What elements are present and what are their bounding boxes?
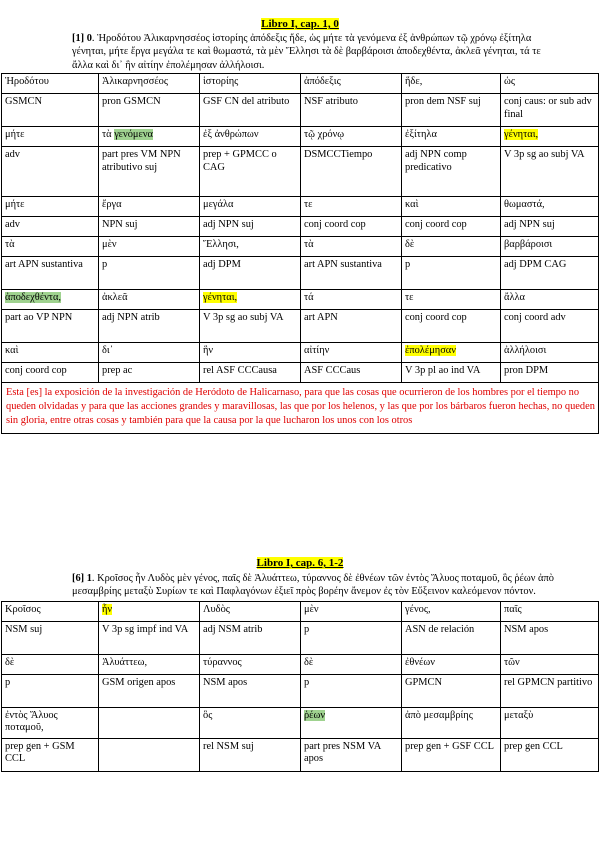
cell-text: adv bbox=[5, 149, 21, 161]
table-cell bbox=[301, 257, 402, 290]
cell-text: Ἕλλησι, bbox=[203, 239, 239, 251]
table-cell bbox=[99, 601, 200, 621]
table-cell bbox=[501, 310, 599, 343]
greek-word-row bbox=[2, 601, 599, 621]
table-cell bbox=[99, 363, 200, 383]
table-cell bbox=[99, 257, 200, 290]
table-cell bbox=[501, 654, 599, 674]
table-cell bbox=[501, 197, 599, 217]
table-cell bbox=[200, 290, 301, 310]
table-cell bbox=[402, 674, 501, 707]
table-cell bbox=[402, 621, 501, 654]
table-cell bbox=[2, 94, 99, 127]
section-title: Libro I, cap. 6, 1-2 bbox=[256, 557, 344, 569]
greek-paragraph bbox=[0, 32, 600, 72]
analysis-row bbox=[2, 94, 599, 127]
cell-text: μὲν bbox=[102, 239, 117, 251]
cell-text: δὲ bbox=[304, 656, 314, 668]
table-cell bbox=[200, 257, 301, 290]
table-cell bbox=[200, 707, 301, 738]
table-cell bbox=[402, 217, 501, 237]
analysis-row bbox=[2, 310, 599, 343]
cell-text: ἥδε, bbox=[405, 76, 423, 88]
cell-text: δὲ bbox=[5, 656, 15, 668]
table-cell bbox=[402, 237, 501, 257]
table-cell bbox=[200, 217, 301, 237]
table-cell bbox=[501, 74, 599, 94]
cell-text: καὶ bbox=[405, 199, 419, 211]
table-cell bbox=[200, 94, 301, 127]
cell-text: GSF CN del atributo bbox=[203, 96, 290, 108]
cell-text: adj DPM CAG bbox=[504, 259, 567, 271]
table-cell bbox=[2, 257, 99, 290]
greek-word-row bbox=[2, 343, 599, 363]
cell-text: ὃς bbox=[203, 709, 213, 721]
translation-row bbox=[2, 383, 599, 434]
cell-text: conj coord cop bbox=[405, 312, 467, 324]
cell-text: δὲ bbox=[405, 239, 415, 251]
cell-text: p bbox=[102, 259, 108, 271]
table-cell bbox=[200, 601, 301, 621]
table-cell bbox=[501, 343, 599, 363]
yellow-highlight: ἦν bbox=[102, 603, 113, 615]
greek-word-row bbox=[2, 654, 599, 674]
cell-text: conj coord adv bbox=[504, 312, 566, 324]
cell-text: τά bbox=[304, 292, 314, 304]
table-cell bbox=[301, 237, 402, 257]
cell-text: τῶν bbox=[504, 656, 520, 668]
cell-text: V 3p sg ao subj VA bbox=[504, 149, 585, 161]
table-cell bbox=[200, 74, 301, 94]
cell-text: μὲν bbox=[304, 603, 319, 615]
table-cell bbox=[402, 654, 501, 674]
cell-text: p bbox=[304, 623, 310, 635]
cell-text: Κροῖσος bbox=[5, 603, 41, 615]
table-cell bbox=[501, 257, 599, 290]
table-cell bbox=[301, 74, 402, 94]
cell-text: ASN de relación bbox=[405, 623, 475, 635]
cell-text: prep gen + GSF CCL bbox=[405, 740, 494, 752]
table-cell bbox=[2, 601, 99, 621]
table-cell bbox=[2, 621, 99, 654]
cell-text: βαρβάροισι bbox=[504, 239, 553, 251]
cell-text: conj coord cop bbox=[5, 365, 67, 377]
cell-text: ἐθνέων bbox=[405, 656, 435, 668]
table-cell bbox=[200, 127, 301, 147]
table-cell bbox=[200, 738, 301, 771]
table-cell bbox=[301, 621, 402, 654]
table-cell bbox=[2, 674, 99, 707]
cell-text: καὶ bbox=[5, 345, 19, 357]
cell-text: αἰτίην bbox=[304, 345, 330, 357]
cell-text: μήτε bbox=[5, 199, 25, 211]
table-cell bbox=[301, 601, 402, 621]
cell-text: part pres NSM VA apos bbox=[304, 740, 381, 765]
table-cell bbox=[501, 290, 599, 310]
cell-text: ASF CCCaus bbox=[304, 365, 361, 377]
table-cell bbox=[200, 621, 301, 654]
cell-text: adj NSM atrib bbox=[203, 623, 263, 635]
cell-text: ἀπὸ μεσαμβρίης bbox=[405, 709, 473, 721]
table-cell bbox=[2, 197, 99, 217]
table-cell bbox=[200, 237, 301, 257]
table-cell bbox=[301, 343, 402, 363]
cell-text: V 3p sg ao subj VA bbox=[203, 312, 284, 324]
table-cell bbox=[99, 74, 200, 94]
cell-text: adj NPN suj bbox=[203, 219, 254, 231]
analysis-row bbox=[2, 363, 599, 383]
cell-text: p bbox=[5, 676, 11, 688]
cell-text: Ἡροδότου bbox=[5, 76, 49, 88]
cell-text: ἐντὸς Ἅλυος ποταμοῦ, bbox=[5, 709, 58, 734]
section-title: Libro I, cap. 1, 0 bbox=[261, 18, 339, 30]
cell-text: p bbox=[405, 259, 411, 271]
cell-text: V 3p sg impf ind VA bbox=[102, 623, 189, 635]
section-2 bbox=[0, 557, 600, 772]
cell-text: NSM apos bbox=[504, 623, 549, 635]
table-cell bbox=[99, 674, 200, 707]
table-cell bbox=[501, 674, 599, 707]
table-cell bbox=[301, 290, 402, 310]
table-cell bbox=[402, 738, 501, 771]
cell-text: ἀπόδεξις bbox=[304, 76, 341, 88]
table-cell bbox=[200, 343, 301, 363]
table-cell bbox=[2, 654, 99, 674]
table-cell bbox=[501, 217, 599, 237]
cell-text: NSM suj bbox=[5, 623, 43, 635]
cell-text: μεγάλα bbox=[203, 199, 234, 211]
cell-text: ἄλλα bbox=[504, 292, 525, 304]
cell-text: GSMCN bbox=[5, 96, 42, 108]
table-cell bbox=[99, 217, 200, 237]
table-cell bbox=[99, 738, 200, 771]
cell-text: DSMCCTiempo bbox=[304, 149, 373, 161]
cell-text: conj coord cop bbox=[405, 219, 467, 231]
table-cell bbox=[2, 363, 99, 383]
cell-text: art APN sustantiva bbox=[304, 259, 382, 271]
table-cell bbox=[301, 217, 402, 237]
table-cell bbox=[301, 310, 402, 343]
table-cell bbox=[2, 147, 99, 197]
table-cell bbox=[402, 310, 501, 343]
table-cell bbox=[501, 237, 599, 257]
table-cell bbox=[99, 621, 200, 654]
cell-text: art APN sustantiva bbox=[5, 259, 83, 271]
greek-paragraph bbox=[0, 572, 600, 599]
table-cell bbox=[99, 237, 200, 257]
yellow-highlight: γένηται, bbox=[203, 292, 238, 304]
table-cell bbox=[99, 707, 200, 738]
analysis-row bbox=[2, 674, 599, 707]
greek-word-row bbox=[2, 127, 599, 147]
analysis-row bbox=[2, 217, 599, 237]
cell-text: pron GSMCN bbox=[102, 96, 161, 108]
green-highlight: ἀποδεχθέντα, bbox=[5, 292, 62, 304]
cell-text: γένος, bbox=[405, 603, 431, 615]
yellow-highlight: ἐπολέμησαν bbox=[405, 345, 456, 357]
cell-text: rel NSM suj bbox=[203, 740, 254, 752]
table-cell bbox=[301, 738, 402, 771]
greek-text: . Ἡροδότου Ἁλικαρνησσέος ἱστορίης ἀπόδεξις ἥδε, ὡς μήτε τὰ γενόμενα ἐξ ἀνθρώπων τῷ χρόνῳ ἐξίτηλα γένηται, μήτε ἔργα μεγάλα τε καὶ θωμαστά, τὰ μὲν Ἕλλησι τὰ δὲ βαρβάροισι ἀποδεχθέντα, ἀκλεᾶ γένηται, τά τε ἄλλα καὶ δι᾽ ἣν αἰτίην ἐπολέμησαν ἀλλήλοισι. bbox=[72, 33, 541, 71]
greek-word-row bbox=[2, 290, 599, 310]
table-cell bbox=[2, 343, 99, 363]
table-cell bbox=[301, 94, 402, 127]
table-cell bbox=[402, 601, 501, 621]
table-cell bbox=[402, 197, 501, 217]
analysis-table bbox=[1, 73, 599, 434]
cell-text: παῖς bbox=[504, 603, 522, 615]
table-cell bbox=[501, 127, 599, 147]
cell-text: ἀλλήλοισι bbox=[504, 345, 547, 357]
yellow-highlight: γένηται, bbox=[504, 129, 539, 141]
table-cell bbox=[2, 237, 99, 257]
table-cell bbox=[402, 290, 501, 310]
table-cell bbox=[402, 257, 501, 290]
table-cell bbox=[99, 290, 200, 310]
table-cell bbox=[99, 343, 200, 363]
table-cell bbox=[402, 707, 501, 738]
cell-text: ἱστορίης bbox=[203, 76, 239, 88]
cell-text: rel GPMCN partitivo bbox=[504, 676, 593, 688]
table-cell bbox=[2, 74, 99, 94]
cell-text: pron DPM bbox=[504, 365, 549, 377]
cell-text: τῷ χρόνῳ bbox=[304, 129, 345, 141]
table-cell bbox=[402, 74, 501, 94]
table-cell bbox=[501, 363, 599, 383]
green-highlight: ῥέων bbox=[304, 709, 326, 721]
cell-text: prep + GPMCC o CAG bbox=[203, 149, 277, 173]
cell-text: τὰ bbox=[102, 129, 115, 141]
analysis-row bbox=[2, 257, 599, 290]
cell-text: p bbox=[304, 676, 310, 688]
table-cell bbox=[99, 94, 200, 127]
cell-text: adj NPN comp predicativo bbox=[405, 149, 467, 173]
table-cell bbox=[99, 147, 200, 197]
cell-text: μεταξὺ bbox=[504, 709, 534, 721]
cell-text: rel ASF CCCausa bbox=[203, 365, 277, 377]
cell-text: GPMCN bbox=[405, 676, 442, 688]
table-cell bbox=[200, 654, 301, 674]
cell-text: ἐξ ἀνθρώπων bbox=[203, 129, 259, 141]
table-cell bbox=[2, 217, 99, 237]
table-cell bbox=[402, 127, 501, 147]
cell-text: ὡς bbox=[504, 76, 515, 88]
table-cell bbox=[99, 197, 200, 217]
table-cell bbox=[501, 707, 599, 738]
table-cell bbox=[2, 290, 99, 310]
cell-text: δι᾽ bbox=[102, 345, 114, 357]
cell-text: part ao VP NPN bbox=[5, 312, 73, 324]
table-cell bbox=[301, 197, 402, 217]
table-cell bbox=[200, 674, 301, 707]
cell-text: Ἁλικαρνησσέος bbox=[102, 76, 168, 88]
table-cell bbox=[99, 310, 200, 343]
cell-text: V 3p pl ao ind VA bbox=[405, 365, 481, 377]
cell-text: GSM origen apos bbox=[102, 676, 176, 688]
cell-text: adj NPN suj bbox=[504, 219, 555, 231]
cell-text: μήτε bbox=[5, 129, 25, 141]
analysis-row bbox=[2, 738, 599, 771]
table-cell bbox=[402, 94, 501, 127]
spanish-translation: Esta [es] la exposición de la investigación de Heródoto de Halicarnaso, para que las cosas que ocurrieron de los hombres por el tiempo no queden olvidadas y para que las acciones grandes y maravillosas, las que por los helenos, y las que por los bárbaros fueron hechas, no queden sin gloria, entre otras cosas y también para que la causa por la que lucharon los unos con los otros bbox=[2, 383, 599, 434]
table-cell bbox=[301, 147, 402, 197]
table-cell bbox=[2, 127, 99, 147]
cell-text: pron dem NSF suj bbox=[405, 96, 481, 108]
cell-text: prep ac bbox=[102, 365, 133, 377]
cell-text: conj coord cop bbox=[304, 219, 366, 231]
cell-text: ἔργα bbox=[102, 199, 122, 211]
cell-text: adv bbox=[5, 219, 21, 231]
section-1 bbox=[0, 18, 600, 434]
cell-text: ἣν bbox=[203, 345, 214, 357]
analysis-table bbox=[1, 601, 599, 772]
cell-text: Ἀλυάττεω, bbox=[102, 656, 148, 668]
analysis-row bbox=[2, 147, 599, 197]
table-cell bbox=[402, 343, 501, 363]
cell-text: ἀκλεᾶ bbox=[102, 292, 128, 304]
table-cell bbox=[200, 197, 301, 217]
cell-text: adj NPN atrib bbox=[102, 312, 160, 324]
table-cell bbox=[501, 601, 599, 621]
greek-word-row bbox=[2, 707, 599, 738]
cell-text: art APN bbox=[304, 312, 338, 324]
table-cell bbox=[402, 363, 501, 383]
analysis-row bbox=[2, 621, 599, 654]
cell-text: θωμαστά, bbox=[504, 199, 545, 211]
cell-text: adj DPM bbox=[203, 259, 241, 271]
cell-text: τὰ bbox=[5, 239, 15, 251]
cell-text: τε bbox=[405, 292, 414, 304]
paragraph-ref: [1] 0 bbox=[72, 33, 92, 44]
greek-text: . Κροῖσος ἦν Λυδὸς μὲν γένος, παῖς δὲ Ἀλυάττεω, τύραννος δὲ ἐθνέων τῶν ἐντὸς Ἅλυος ποταμοῦ, ὃς ῥέων ἀπὸ μεσαμβρίης μεταξὺ Συρίων τε καὶ Παφλαγόνων ἐξιεῖ πρὸς βορέην ἄνεμον ἐς τὸν Εὔξεινον καλεόμενον πόντον. bbox=[72, 573, 554, 598]
cell-text: Λυδὸς bbox=[203, 603, 230, 615]
table-cell bbox=[2, 310, 99, 343]
table-cell bbox=[99, 127, 200, 147]
table-cell bbox=[200, 363, 301, 383]
cell-text: prep gen + GSM CCL bbox=[5, 740, 75, 765]
table-cell bbox=[2, 738, 99, 771]
table-cell bbox=[301, 707, 402, 738]
cell-text: ἐξίτηλα bbox=[405, 129, 437, 141]
cell-text: τε bbox=[304, 199, 313, 211]
table-cell bbox=[301, 674, 402, 707]
cell-text: NPN suj bbox=[102, 219, 138, 231]
cell-text: τύραννος bbox=[203, 656, 242, 668]
table-cell bbox=[301, 127, 402, 147]
table-cell bbox=[99, 654, 200, 674]
table-cell bbox=[200, 310, 301, 343]
cell-text: NSM apos bbox=[203, 676, 248, 688]
table-cell bbox=[301, 363, 402, 383]
table-cell bbox=[402, 147, 501, 197]
table-cell bbox=[501, 94, 599, 127]
green-highlight: γενόμενα bbox=[114, 129, 153, 141]
table-cell bbox=[501, 738, 599, 771]
cell-text: part pres VM NPN atributivo suj bbox=[102, 149, 181, 173]
table-cell bbox=[301, 654, 402, 674]
table-cell bbox=[501, 621, 599, 654]
greek-word-row bbox=[2, 237, 599, 257]
cell-text: conj caus: or sub adv final bbox=[504, 96, 592, 120]
cell-text: prep gen CCL bbox=[504, 740, 563, 752]
table-cell bbox=[200, 147, 301, 197]
greek-word-row bbox=[2, 74, 599, 94]
greek-word-row bbox=[2, 197, 599, 217]
cell-text: τὰ bbox=[304, 239, 314, 251]
table-cell bbox=[2, 707, 99, 738]
cell-text: NSF atributo bbox=[304, 96, 358, 108]
paragraph-ref: [6] 1 bbox=[72, 573, 92, 584]
table-cell bbox=[501, 147, 599, 197]
